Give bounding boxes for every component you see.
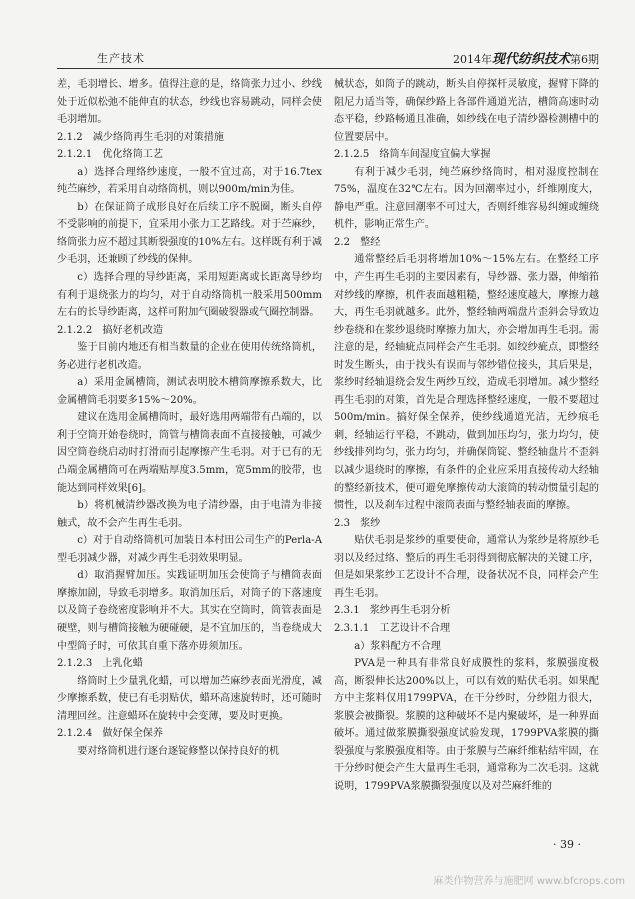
section-heading: 2.1.2.1 优化络筒工艺 (57, 149, 163, 161)
section-heading: 2.1.2.2 搞好老机改造 (57, 324, 163, 336)
paragraph: 建议在选用金属槽筒时，最好选用两端带有凸端的，以利于空筒开始卷绕时，筒管与槽筒表面不直接接触，可减少因空筒卷绕启动时打滑而引起摩擦产生毛羽。对于已有的无凸端金属槽筒可在两端贴厚度3.5mm，宽5mm的胶带，也能达到同样效果[6]。 (57, 412, 322, 494)
section-heading: 2.1.2.4 做好保全保养 (57, 728, 163, 740)
issue-label (453, 48, 599, 67)
header-rule (57, 68, 599, 69)
paragraph: 要对络筒机进行逐台逐锭修整以保持良好的机 (77, 745, 280, 757)
paragraph: b）在保证筒子成形良好在后续工序不脱圈，断头自停不受影响的前提下，宜采用小张力工艺路线。对于苎麻纱，络筒张力应不超过其断裂强度的10%左右。这样既有利于减少毛羽，还兼顾了纱线的保伸。 (57, 201, 322, 266)
section-heading: 2.3.1 浆纱再生毛羽分析 (334, 605, 451, 617)
paragraph: 差，毛羽增长、增多。值得注意的是，络筒张力过小、纱线处于近似松弛不能伸直的状态，纱线也容易跳动，同样会使毛羽增加。 (57, 79, 322, 126)
paragraph: 鉴于目前内地还有相当数量的企业在使用传统络筒机，务必进行老机改造。 (57, 342, 322, 371)
paragraph: d）取消握臂加压。实践证明加压会使筒子与槽筒表面摩擦加剧，导致毛羽增多。取消加压后，对筒子的下落速度以及筒子卷绕密度影响并不大。其实在空筒时，筒管表面是硬壁，则与槽筒接触为硬碰硬，是不宜加压的，当卷绕成大中型筒子时，可依其自重下落亦毋须加压。 (57, 570, 322, 652)
page-number: · 39 · (553, 838, 581, 851)
paragraph: c）对于自动络筒机可加装日本村田公司生产的Perla-A型毛羽减少器，对减少再生毛羽效果明显。 (57, 535, 322, 564)
paragraph: a）采用金属槽筒，测试表明胶木槽筒摩擦系数大，比金属槽筒毛羽要多15%～20%。 (57, 377, 322, 406)
paragraph: 络筒时上少量乳化蜡，可以增加苎麻纱表面光滑度，减少摩擦系数，使已有毛羽贴伏，蜡环高速旋转时，还可随时清理回丝。注意蜡环在旋转中会变薄，要及时更换。 (57, 675, 322, 722)
paragraph: 有利于减少毛羽，纯苎麻纱络筒时，相对湿度控制在75%，温度在32℃左右。因为回潮率过小，纤维刚度大，静电严重。注意回潮率不可过大，否则纤维容易纠缠或缠绕机件，影响正常生产。 (334, 166, 599, 231)
watermark: 麻类作物营养与施肥网 www.bfcrops.com (433, 876, 625, 887)
section-heading: 2.1.2.3 上乳化蜡 (57, 658, 143, 670)
issue-number: 第6期 (570, 53, 599, 66)
paragraph: PVA是一种具有非常良好成膜性的浆料，浆膜强度极高，断裂伸长达200%以上，可以有效的贴伏毛羽。如果配方中主浆料仅用1799PVA，在干分纱时，分纱阻力很大，浆膜会被撕裂。浆膜的这种破坏不是内聚破坏，是一种界面破坏。通过做浆膜撕裂强度试验发现，1799PVA浆膜的撕裂强度与浆膜强度相等。由于浆膜与苎麻纤维粘结牢固，在干分纱时便会产生大量再生毛羽，通常称为二次毛羽。这就说明，1799PVA浆膜撕裂强度以及对苎麻纤维的 (334, 658, 599, 792)
journal-title: 现代纺织技术 (491, 52, 570, 67)
paragraph: b）将机械清纱器改换为电子清纱器，由于电清为非接触式，故不会产生再生毛羽。 (57, 500, 322, 529)
right-column (334, 76, 599, 795)
section-heading: 2.2 整经 (334, 236, 381, 248)
paragraph: a）选择合理络纱速度，一般不宜过高，对于16.7tex纯苎麻纱，若采用自动络筒机，则以900m/min为佳。 (57, 166, 322, 196)
running-header (57, 48, 599, 68)
section-label: 生产技术 (97, 52, 145, 65)
paragraph: 械状态，如筒子的跳动，断头自停探杆灵敏度，握臂下降的阻尼力适当等，确保纱路上各部件通道光洁，槽筒高速时动态平稳，纱路畅通且准确，如纱线在电子清纱器检测槽中的位置要居中。 (334, 79, 599, 143)
paragraph: a）浆料配方不合理 (354, 640, 441, 652)
paragraph: 通常整经后毛羽将增加10%～15%左右。在整经工序中，产生再生毛羽的主要因素有，导纱器、张力器，伸缩筘对纱线的摩擦，机件表面越粗糙，整经速度越大，摩擦力越大，再生毛羽就越多。此外，整经轴两端盘片歪斜会导致边纱卷绕和在浆纱退绕时摩擦力加大，亦会增加再生毛羽。需注意的是，经轴疵点同样会产生毛羽。如绞纱疵点，即整经时发生断头，由于找头有误而与邻纱错位接头，其后果是，浆纱时经轴退绕会发生两纱互绞，造成毛羽增加。减少整经再生毛羽的对策，首先是合理选择整经速度，一般不要超过500m/min。搞好保全保养，使纱线通道光洁，无纱痕毛刺，经轴运行平稳，不跳动，做到加压均匀，张力均匀，使纱线排列均匀，张力均匀，并确保筒锭、整经轴盘片不歪斜以减少退绕时的摩擦，有条件的企业应采用直接传动大经轴的整经新技术，便可避免摩擦传动大滚筒的转动惯量引起的惯性，以及刹车过程中滚筒表面与整经轴表面的摩擦。 (334, 254, 599, 512)
issue-year: 2014年 (452, 53, 492, 66)
paragraph: 贴伏毛羽是浆纱的重要使命，通常认为浆纱是将原纱毛羽以及经过络、整后的再生毛羽得到彻底解决的关键工序，但是如果浆纱工艺设计不合理，设备状况不良，同样会产生再生毛羽。 (334, 535, 599, 599)
section-heading: 2.1.2 减少络筒再生毛羽的对策措施 (57, 131, 224, 143)
section-heading: 2.3.1.1 工艺设计不合理 (334, 622, 451, 634)
left-column (57, 76, 322, 760)
paragraph: c）选择合理的导纱距离，采用短距离或长距离导纱均有利于退绕张力的均匀，对于自动络筒机一般采用500mm左右的长导纱距离，这样可附加气圈破裂器或气圈控制器。 (57, 272, 322, 319)
section-heading: 2.3 浆纱 (334, 517, 381, 529)
section-heading: 2.1.2.5 络筒车间湿度宜偏大掌握 (334, 149, 491, 161)
